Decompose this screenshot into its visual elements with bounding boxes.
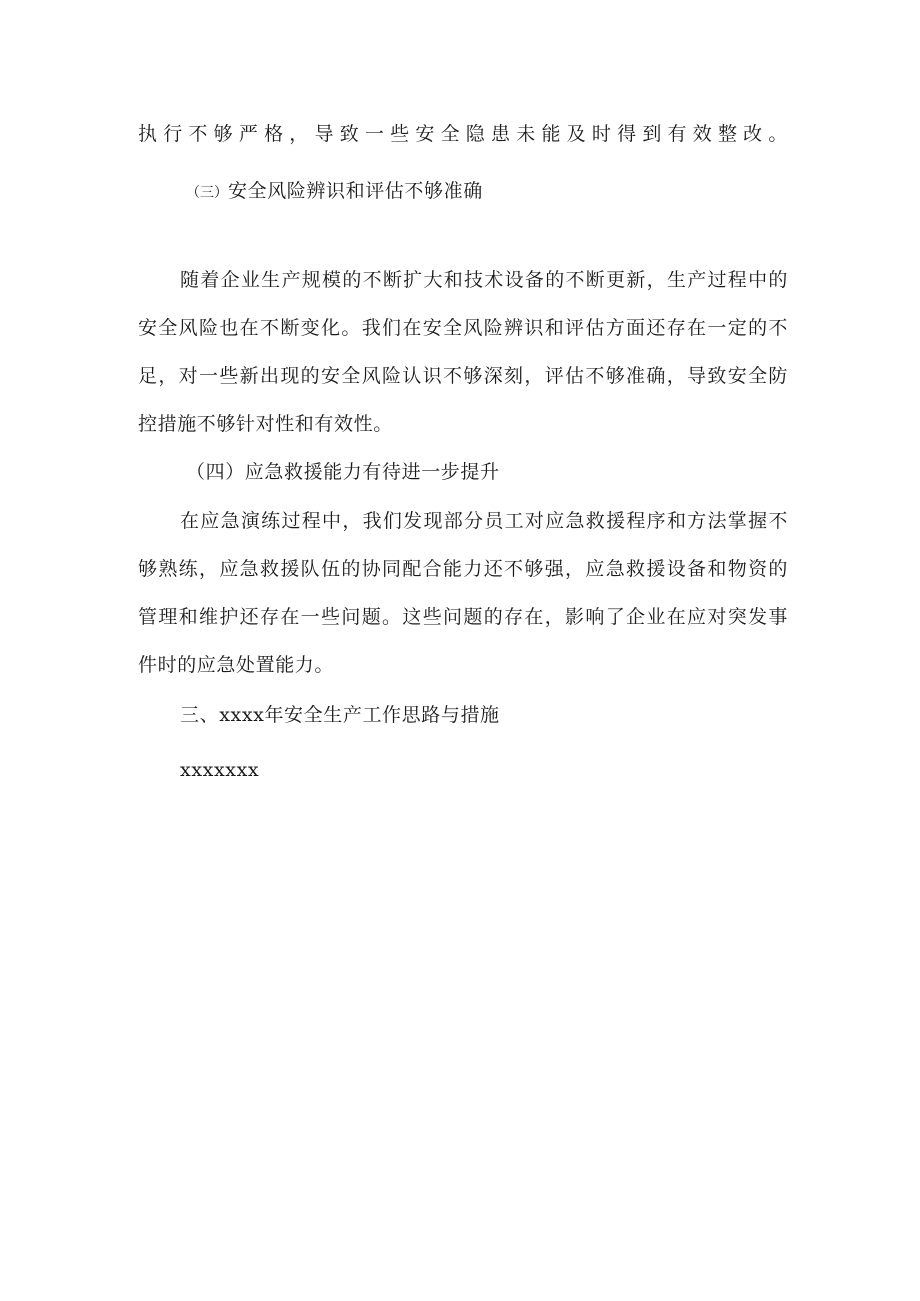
section-3-title: 安全风险辨识和评估不够准确 <box>228 180 483 202</box>
section-4-heading: （四）应急救援能力有待进一步提升 <box>186 461 500 483</box>
part-3-heading: 三、xxxx年安全生产工作思路与措施 <box>180 704 500 726</box>
section-3-para-line-3: 足，对一些新出现的安全风险认识不够深刻，评估不够准确，导致安全防 <box>138 365 788 387</box>
section-4-para-line-4: 件时的应急处置能力。 <box>138 654 335 676</box>
section-4-para-line-1: 在应急演练过程中，我们发现部分员工对应急救援程序和方法掌握不 <box>180 510 788 532</box>
section-3-marker: （三） <box>186 185 228 201</box>
section-3-heading <box>186 177 788 207</box>
section-4-para-line-3: 管理和维护还存在一些问题。这些问题的存在，影响了企业在应对突发事 <box>138 606 788 628</box>
continuation-line: 执行不够严格，导致一些安全隐患未能及时得到有效整改。 <box>138 123 788 145</box>
section-3-para-line-1: 随着企业生产规模的不断扩大和技术设备的不断更新，生产过程中的 <box>180 269 788 291</box>
section-3-para-line-4: 控措施不够针对性和有效性。 <box>138 413 393 435</box>
placeholder-text: xxxxxxx <box>180 759 260 781</box>
section-4-para-line-2: 够熟练，应急救援队伍的协同配合能力还不够强，应急救援设备和物资的 <box>138 558 788 580</box>
section-3-para-line-2: 安全风险也在不断变化。我们在安全风险辨识和评估方面还存在一定的不 <box>138 317 788 339</box>
